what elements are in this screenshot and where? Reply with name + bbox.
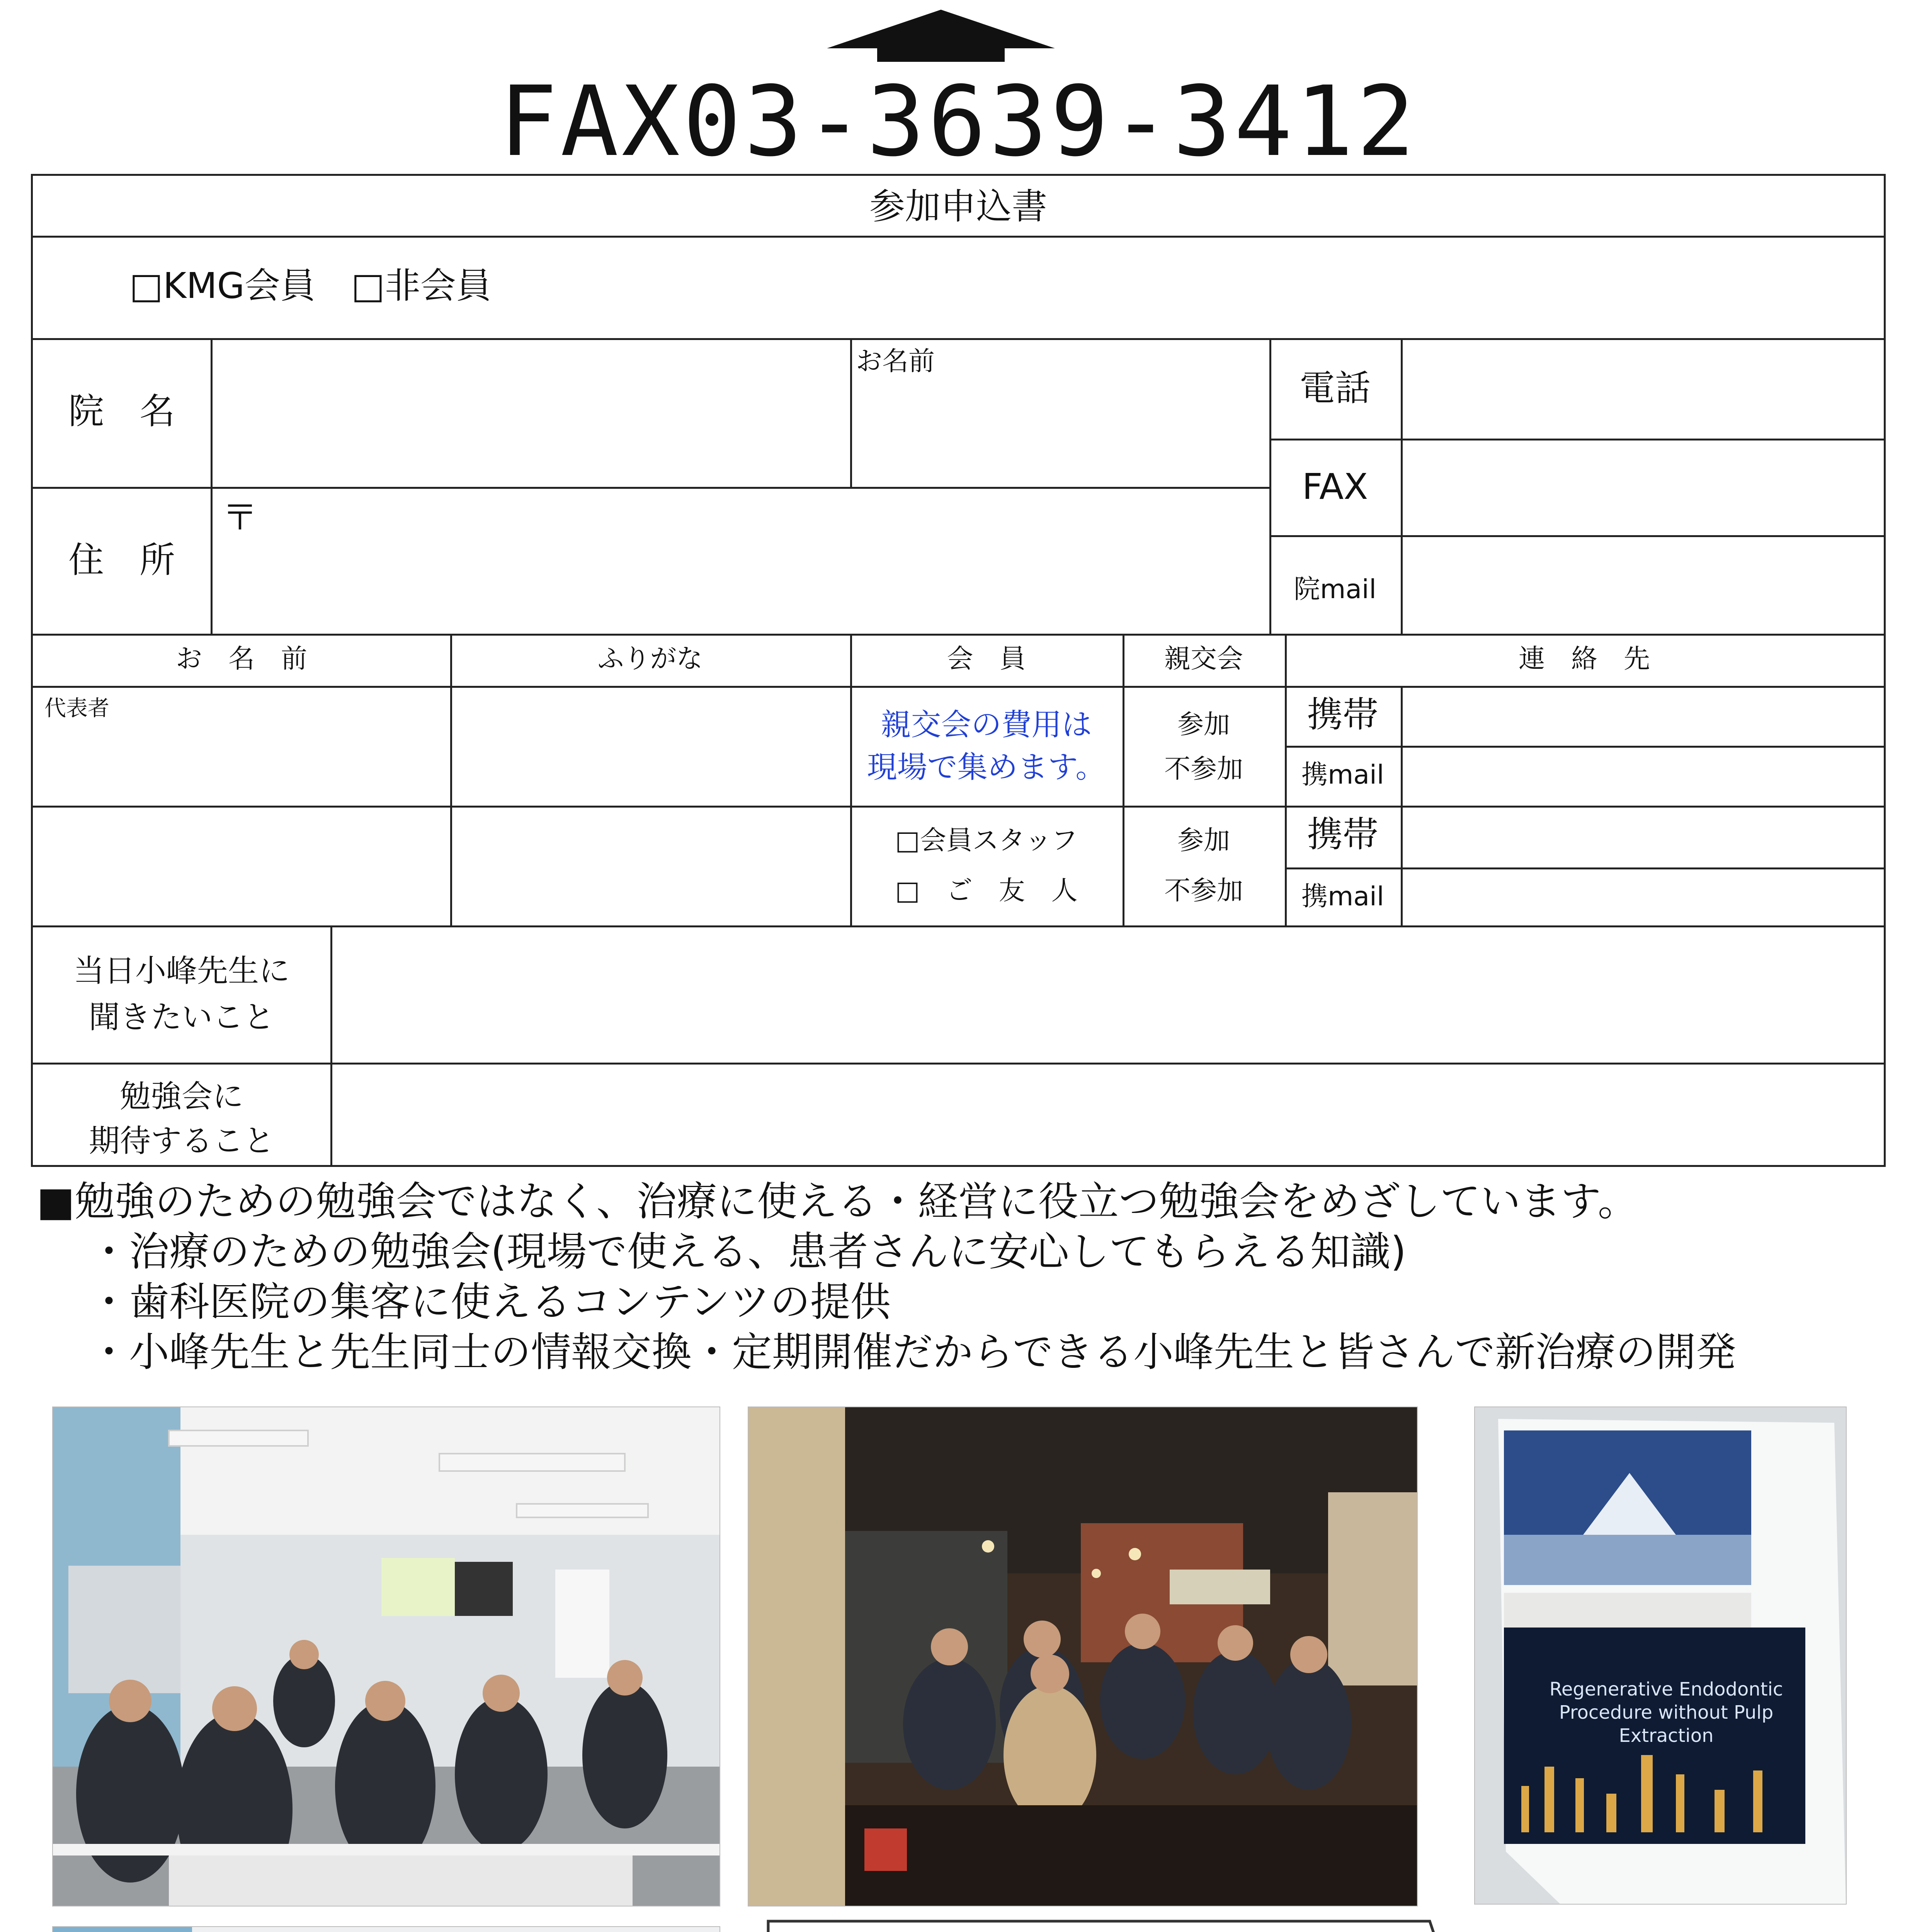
not-attend-option-2[interactable]: 不参加	[1164, 876, 1243, 906]
fax-label: FAX	[1302, 466, 1368, 507]
expect-label-1: 勉強会に	[120, 1078, 243, 1114]
book-title	[1527, 1678, 1805, 1747]
bullet-item-3: ・小峰先生と先生同士の情報交換・定期開催だからできる小峰先生と皆さんで新治療の開発	[89, 1328, 1736, 1376]
party-photo	[748, 1406, 1418, 1906]
question-label-2: 聞きたいこと	[89, 999, 274, 1035]
book-title-line3: Extraction	[1619, 1725, 1714, 1747]
bullet-item-1: ・治療のための勉強会(現場で使える、患者さんに安心してもらえる知識)	[89, 1228, 1407, 1275]
representative-label: 代表者	[44, 696, 109, 721]
mobile-label: 携帯	[1307, 694, 1378, 735]
fax-number-header: FAX03-3639-3412	[499, 65, 1418, 178]
col-contact-header: 連 絡 先	[1518, 644, 1650, 674]
clinic-name-label: 院 名	[68, 391, 175, 432]
address-label: 住 所	[68, 539, 175, 581]
friend-checkbox[interactable]: □ ご 友 人	[895, 876, 1078, 906]
form-title: 参加申込書	[869, 186, 1047, 227]
bullet-main: ■勉強のための勉強会ではなく、治療に使える・経営に役立つ勉強会をめざしています。	[37, 1178, 1638, 1225]
not-attend-option[interactable]: 不参加	[1164, 754, 1243, 784]
member-staff-checkbox[interactable]: □会員スタッフ	[895, 825, 1078, 856]
question-label-1: 当日小峰先生に	[73, 953, 290, 989]
mobile-mail-label: 携mail	[1301, 760, 1384, 790]
bullet-item-2: ・歯科医院の集客に使えるコンテンツの提供	[89, 1278, 891, 1325]
membership-checkboxes[interactable]: □KMG会員 □非会員	[129, 265, 492, 306]
attend-option-2[interactable]: 参加	[1177, 825, 1230, 856]
col-member-header: 会 員	[947, 644, 1026, 674]
mobile-mail-label-2: 携mail	[1301, 881, 1384, 912]
book-title-line1: Regenerative Endodontic	[1549, 1679, 1783, 1700]
your-name-label: お名前	[856, 346, 935, 377]
mobile-label-2: 携帯	[1307, 814, 1378, 855]
clinic-mail-label: 院mail	[1294, 574, 1376, 605]
book-cover-photo	[1474, 1406, 1847, 1905]
study-session-photo	[52, 1406, 720, 1906]
callout-arrow-box	[765, 1917, 1499, 1932]
expect-label-2: 期待すること	[89, 1123, 274, 1159]
col-furigana-header: ふりがな	[597, 644, 703, 674]
application-form	[31, 174, 1886, 1167]
attend-option[interactable]: 参加	[1177, 709, 1230, 740]
party-fee-note-1: 親交会の費用は	[881, 707, 1092, 742]
lecturer-photo	[52, 1926, 720, 1932]
book-title-line2: Procedure without Pulp	[1559, 1702, 1774, 1723]
col-name-header: お 名 前	[175, 644, 307, 674]
phone-label: 電話	[1299, 367, 1371, 409]
party-fee-note-2: 現場で集めます。	[867, 750, 1106, 785]
col-party-header: 親交会	[1164, 644, 1243, 674]
postal-mark: 〒	[222, 497, 258, 538]
up-arrow-icon	[827, 10, 1055, 62]
